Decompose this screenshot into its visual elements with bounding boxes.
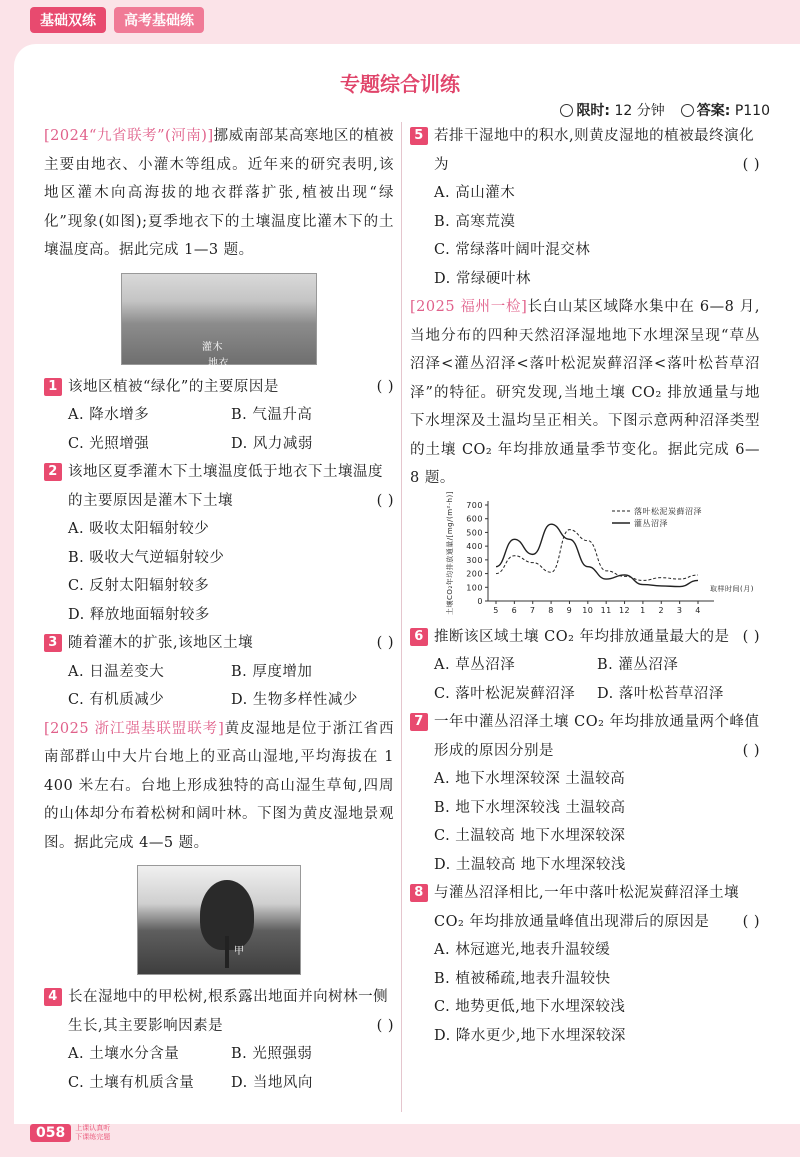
- option-b: B. 光照强弱: [231, 1046, 313, 1062]
- question-5: [410, 122, 760, 179]
- option-d: D. 落叶松苔草沼泽: [597, 685, 724, 702]
- question-2: [44, 458, 394, 515]
- x-tick-label: 4: [695, 605, 701, 615]
- passage-3-text: 长白山某区域降水集中在 6—8 月,当地分布的四种天然沼泽湿地地下水埋深呈现“草丛沼泽<灌丛沼泽<落叶松泥炭藓沼泽<落叶松苔草沼泽”的特征。研究发现,当地土壤 CO₂ 排放通量与地下水埋深及土温均呈正相关。下图示意两种沼泽类型的土壤 CO₂ 年均排放通量季节变化。据此完成 6—8 题。: [410, 299, 760, 486]
- option-c: C. 光照增强: [68, 435, 150, 452]
- x-tick-label: 11: [600, 605, 612, 615]
- question-stem: 推断该区域土壤 CO₂ 年均排放通量最大的是: [434, 628, 730, 645]
- question-number: 6: [410, 628, 428, 646]
- answer-bracket: ( ): [742, 742, 760, 759]
- answer-bracket: ( ): [376, 492, 394, 509]
- question-stem: 长在湿地中的甲松树,根系露出地面并向树林一侧生长,其主要影响因素是: [68, 989, 389, 1034]
- question-number: 2: [44, 463, 62, 481]
- right-column: [410, 122, 760, 1050]
- answer-bracket: ( ): [376, 635, 394, 651]
- answer-bracket: ( ): [376, 1017, 394, 1034]
- question-number: 1: [44, 378, 62, 396]
- footer-note: 上课认真听 下课练完题: [75, 1124, 111, 1141]
- page-title: 专题综合训练: [340, 72, 460, 96]
- option-d: D. 当地风向: [231, 1074, 313, 1091]
- clock-icon: [560, 104, 573, 117]
- co2-flux-chart: [416, 490, 754, 621]
- question-stem: 与灌丛沼泽相比,一年中落叶松泥炭藓沼泽土壤 CO₂ 年均排放通量峰值出现滞后的原因是: [434, 885, 740, 930]
- photo-label-lichen: 地衣: [208, 357, 229, 369]
- q8-options: [410, 936, 760, 1050]
- option-b: B. 灌丛沼泽: [597, 657, 679, 673]
- q1-options: [44, 401, 394, 458]
- question-7: [410, 708, 760, 765]
- y-tick-label: 100: [466, 582, 483, 592]
- question-number: 8: [410, 884, 428, 902]
- option-d: D. 土温较高 地下水埋深较浅: [434, 856, 626, 873]
- option-a: A. 林冠遮光,地表升温较缓: [434, 942, 611, 958]
- option-b: B. 吸收大气逆辐射较少: [68, 549, 225, 566]
- x-tick-label: 5: [493, 605, 499, 615]
- left-column: [44, 122, 394, 1097]
- legend-label: 灌丛沼泽: [634, 518, 668, 528]
- wetland-photo: [137, 865, 301, 975]
- header-bar: [0, 0, 204, 40]
- q7-options: [410, 765, 760, 879]
- option-a: A. 降水增多: [68, 407, 150, 423]
- q5-options: [410, 179, 760, 293]
- option-a: A. 地下水埋深较深 土温较高: [434, 771, 626, 787]
- option-b: B. 植被稀疏,地表升温较快: [434, 970, 611, 987]
- option-c: C. 有机质减少: [68, 692, 165, 708]
- question-number: 4: [44, 988, 62, 1006]
- y-tick-label: 200: [466, 569, 483, 579]
- answer-ref: 答案: P110: [681, 100, 770, 120]
- answer-bracket: ( ): [742, 913, 760, 930]
- question-8: [410, 879, 760, 936]
- y-tick-label: 700: [466, 500, 483, 510]
- x-tick-label: 2: [658, 605, 665, 615]
- option-a: A. 吸收太阳辐射较少: [68, 521, 210, 537]
- answer-bracket: ( ): [742, 628, 760, 645]
- passage-2-text: 黄皮湿地是位于浙江省西南部群山中大片台地上的亚高山湿地,平均海拔在 1 400 米左右。台地上形成独特的高山湿生草甸,四周的山体却分布着松树和阔叶林。下图为黄皮湿地景观图。据此完成 4—5 题。: [44, 720, 395, 851]
- photo-label-jia: 甲: [234, 946, 245, 957]
- option-c: C. 土温较高 地下水埋深较深: [434, 828, 626, 844]
- option-d: D. 常绿硬叶林: [434, 270, 531, 287]
- question-number: 7: [410, 713, 428, 731]
- header-tag-gaokao: 高考基础练: [114, 7, 204, 33]
- x-axis-label: 取样时间(月): [710, 584, 754, 593]
- question-stem: 该地区夏季灌木下土壤温度低于地衣下土壤温度的主要原因是灌木下土壤: [68, 464, 383, 509]
- option-c: C. 常绿落叶阔叶混交林: [434, 242, 591, 258]
- question-number: 3: [44, 634, 62, 652]
- y-tick-label: 600: [466, 514, 483, 524]
- q2-options: [44, 515, 394, 629]
- y-tick-label: 400: [466, 541, 483, 551]
- legend-label: 落叶松泥炭藓沼泽: [634, 506, 702, 516]
- option-d: D. 释放地面辐射较多: [68, 606, 210, 623]
- page-number: 058: [30, 1124, 71, 1142]
- question-3: [44, 629, 394, 658]
- answer-bracket: ( ): [742, 156, 760, 173]
- option-c: C. 落叶松泥炭藓沼泽: [434, 685, 576, 702]
- passage-3: [410, 293, 760, 493]
- header-tag-basic: 基础双练: [30, 7, 106, 33]
- passage-1: [44, 122, 394, 265]
- option-b: B. 气温升高: [231, 407, 313, 423]
- meta-line: [560, 100, 770, 120]
- x-tick-label: 9: [566, 605, 573, 615]
- chart-svg: [416, 490, 754, 621]
- question-stem: 该地区植被“绿化”的主要原因是: [68, 378, 279, 395]
- page-footer: [30, 1124, 110, 1142]
- x-tick-label: 12: [618, 605, 631, 615]
- option-d: D. 降水更少,地下水埋深较深: [434, 1027, 626, 1044]
- q6-options: [410, 651, 760, 708]
- x-tick-label: 8: [548, 605, 554, 615]
- x-tick-label: 7: [529, 605, 536, 615]
- passage-2: [44, 715, 394, 858]
- question-stem: 随着灌木的扩张,该地区土壤: [68, 635, 254, 651]
- column-divider: [401, 122, 402, 1112]
- x-tick-label: 1: [640, 605, 646, 615]
- y-tick-label: 500: [466, 527, 483, 537]
- question-6: [410, 623, 760, 652]
- tundra-photo: [121, 273, 317, 369]
- pine-trunk-shape: [225, 936, 229, 968]
- question-4: [44, 983, 394, 1040]
- option-c: C. 地势更低,地下水埋深较浅: [434, 999, 626, 1015]
- passage-3-source: [2025 福州一检]: [410, 299, 528, 315]
- key-icon: [681, 104, 694, 117]
- q4-options: [44, 1040, 394, 1097]
- time-limit: 限时: 12 分钟: [560, 100, 664, 120]
- option-a: A. 草丛沼泽: [434, 657, 516, 673]
- option-a: A. 高山灌木: [434, 185, 516, 201]
- passage-1-source: [2024“九省联考”(河南)]: [44, 128, 214, 144]
- y-tick-label: 300: [466, 555, 483, 565]
- y-axis-label: 土壤CO₂年均排放通量/[mg/(m²·h)]: [446, 490, 454, 615]
- y-tick-label: 0: [477, 596, 483, 606]
- option-b: B. 厚度增加: [231, 663, 313, 680]
- option-a: A. 日温差变大: [68, 663, 165, 680]
- option-b: B. 地下水埋深较浅 土温较高: [434, 799, 626, 816]
- x-tick-label: 10: [582, 605, 594, 615]
- option-b: B. 高寒荒漠: [434, 213, 516, 230]
- question-number: 5: [410, 127, 428, 145]
- answer-bracket: ( ): [376, 378, 394, 395]
- option-d: D. 风力减弱: [231, 435, 313, 452]
- x-tick-label: 3: [676, 605, 683, 615]
- x-tick-label: 6: [511, 605, 518, 615]
- passage-2-source: [2025 浙江强基联盟联考]: [44, 720, 225, 737]
- question-stem: 一年中灌丛沼泽土壤 CO₂ 年均排放通量两个峰值形成的原因分别是: [434, 714, 760, 759]
- question-stem: 若排干湿地中的积水,则黄皮湿地的植被最终演化为: [434, 128, 755, 173]
- option-a: A. 土壤水分含量: [68, 1046, 180, 1062]
- option-c: C. 土壤有机质含量: [68, 1074, 195, 1091]
- option-d: D. 生物多样性减少: [231, 692, 358, 708]
- photo-label-shrub: 灌木: [202, 341, 223, 353]
- option-c: C. 反射太阳辐射较多: [68, 578, 210, 594]
- passage-1-text: 挪威南部某高寒地区的植被主要由地衣、小灌木等组成。近年来的研究表明,该地区灌木向高海拔的地衣群落扩张,植被出现“绿化”现象(如图);夏季地衣下的土壤温度比灌木下的土壤温度高。据此完成 1—3 题。: [44, 128, 395, 258]
- q3-options: [44, 658, 394, 715]
